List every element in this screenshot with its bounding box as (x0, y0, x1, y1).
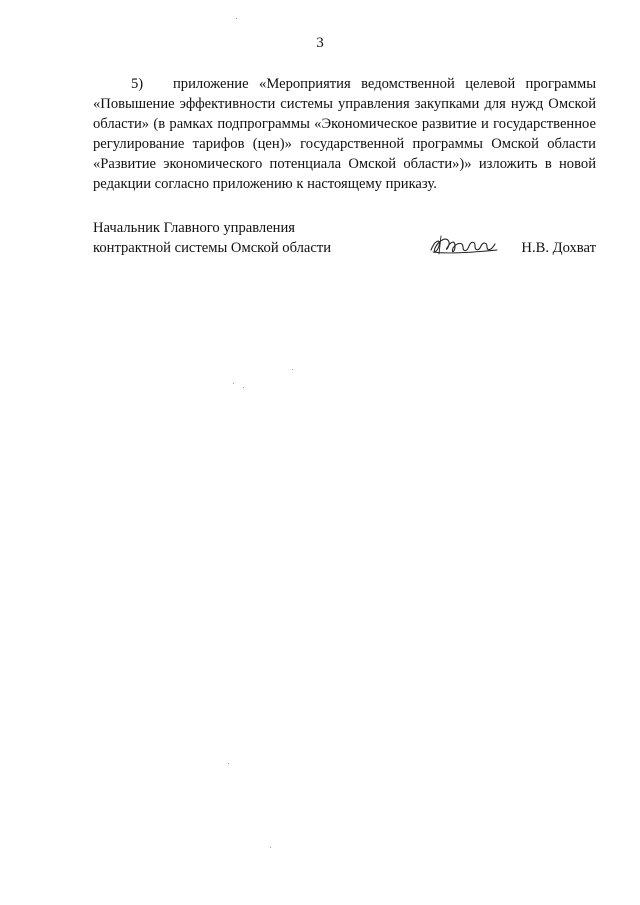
item-marker: 5) (131, 76, 144, 92)
signer-position-line-1: Начальник Главного управления (93, 220, 296, 236)
page-number: 3 (316, 35, 324, 51)
handwritten-signature (427, 232, 505, 258)
scan-speck (292, 369, 293, 370)
scan-speck (270, 847, 271, 848)
scan-speck (243, 387, 244, 388)
item-text: приложение «Мероприятия ведомственной целевой программы «Повышение эффективности системы управления закупками для нужд Омской области» (в рамках подпрограммы «Экономическое развитие и государственное регулирование тарифов (цен)» государственной программы Омской области «Развитие экономического потенциала Омской области»)» изложить в новой редакции согласно приложению к настоящему приказу. (93, 76, 596, 192)
scan-speck (236, 18, 237, 19)
signer-name: Н.В. Дохват (521, 240, 596, 256)
numbered-paragraph (93, 74, 596, 194)
scan-speck (233, 383, 234, 384)
signer-position-line-2: контрактной системы Омской области (93, 240, 332, 256)
scan-speck (228, 763, 229, 764)
